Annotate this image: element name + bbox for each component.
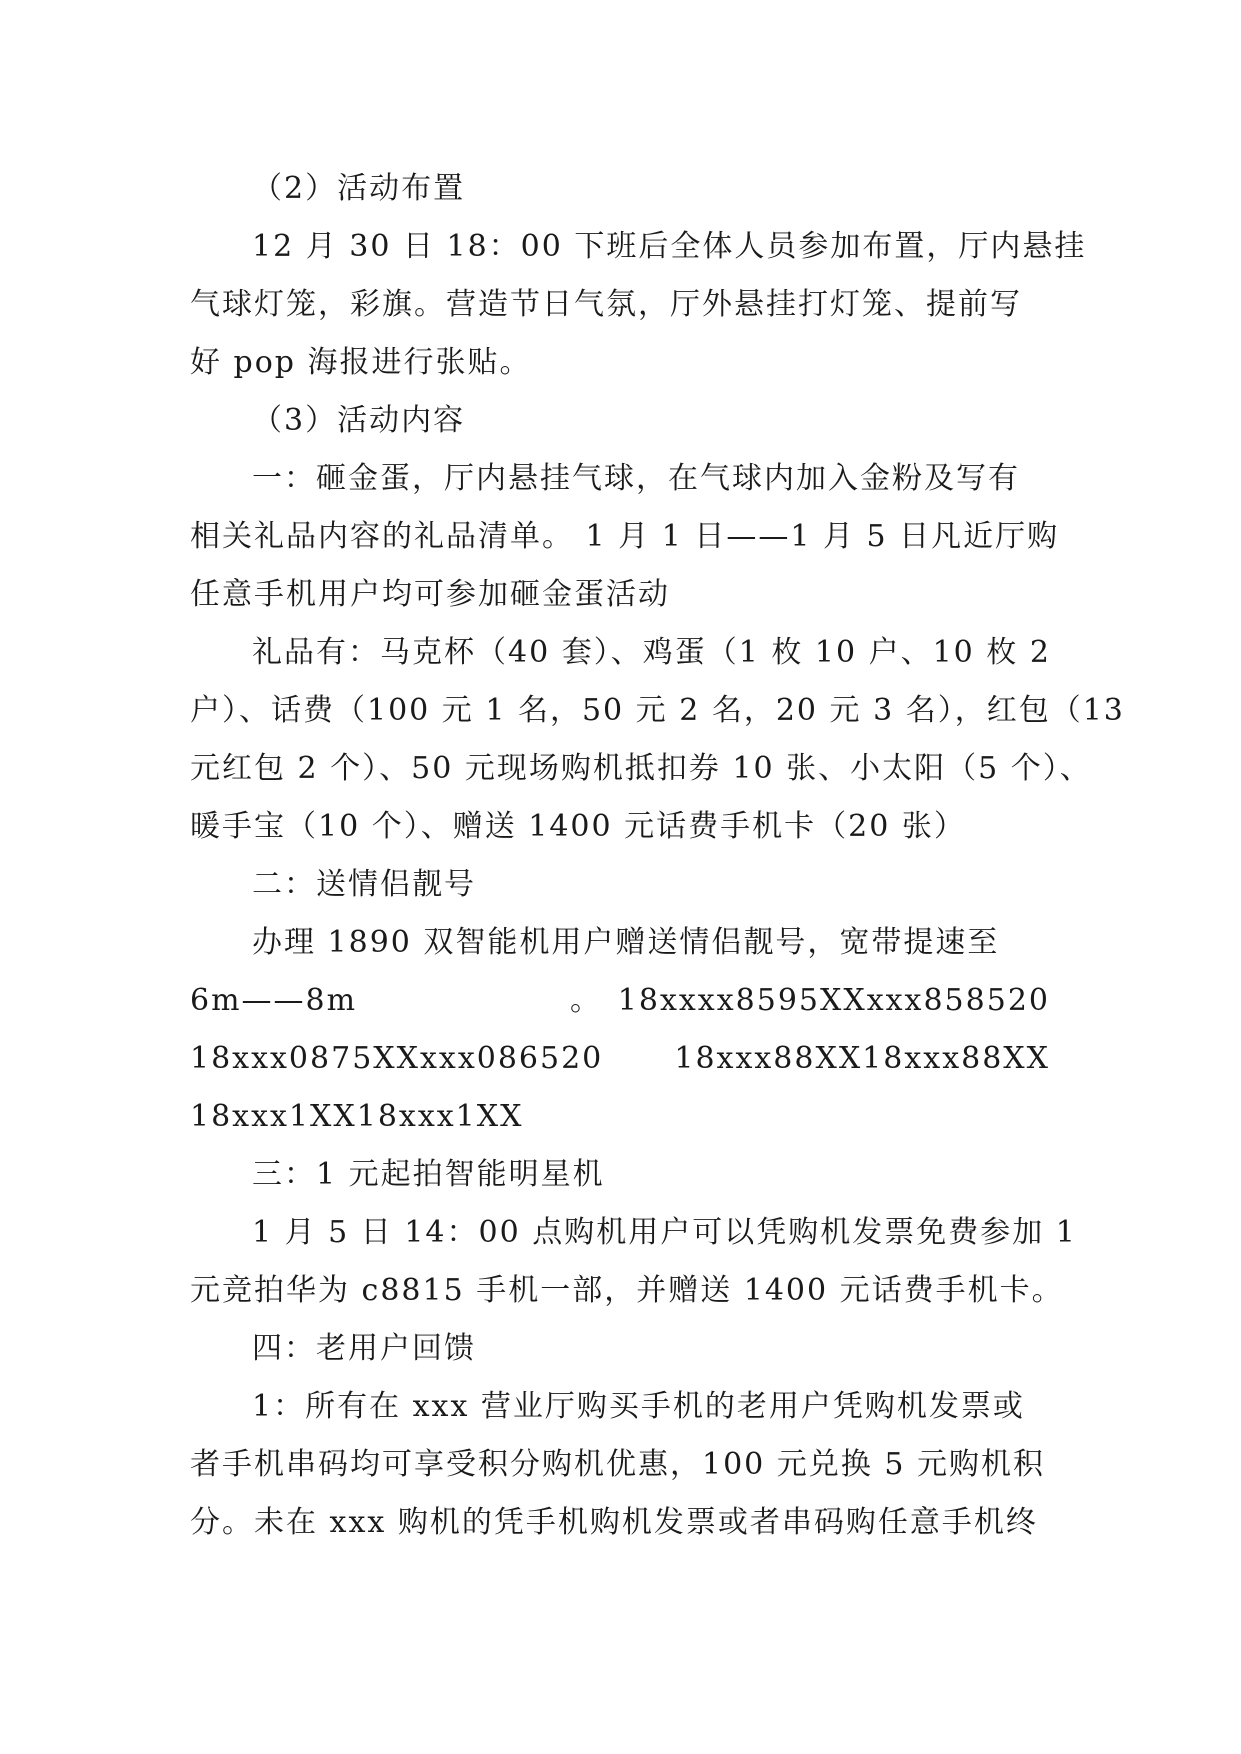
text-line: 二：送情侣靓号: [252, 867, 476, 902]
text-line: 四：老用户回馈: [252, 1331, 476, 1366]
text-line: 任意手机用户均可参加砸金蛋活动: [190, 577, 670, 612]
text-line: 户）、话费（100 元 1 名，50 元 2 名，20 元 3 名），红包（13: [190, 693, 1125, 728]
number-line-1-right: 18xxxx8595XXxxx858520: [617, 983, 1050, 1018]
text-line: （2）活动布置: [252, 171, 466, 206]
text-line: 相关礼品内容的礼品清单。 1 月 1 日——1 月 5 日凡近厅购: [190, 519, 1060, 554]
text-line: 暖手宝（10 个）、赠送 1400 元话费手机卡（20 张）: [190, 809, 966, 844]
text-line: 办理 1890 双智能机用户赠送情侣靓号，宽带提速至: [252, 925, 1000, 960]
document-body: [190, 160, 1125, 1552]
text-line: 元红包 2 个）、50 元现场购机抵扣券 10 张、小太阳（5 个）、: [190, 751, 1092, 786]
text-line: 1 月 5 日 14：00 点购机用户可以凭购机发票免费参加 1: [252, 1215, 1077, 1250]
number-line-2-left: 18xxx0875XXxxx086520: [190, 1041, 604, 1076]
text-line: 12 月 30 日 18：00 下班后全体人员参加布置，厅内悬挂: [252, 229, 1087, 264]
text-line: 元竞拍华为 c8815 手机一部，并赠送 1400 元话费手机卡。: [190, 1273, 1064, 1308]
paragraphs-after: [190, 1088, 1077, 1552]
number-line-2-right: 18xxx88XX18xxx88XX: [674, 1041, 1050, 1076]
text-line: 分。未在 xxx 购机的凭手机购机发票或者串码购任意手机终: [190, 1505, 1038, 1540]
text-line: 18xxx1XX18xxx1XX: [190, 1099, 524, 1134]
number-line-1: [190, 972, 1050, 1030]
paragraphs-before: [190, 160, 1125, 972]
number-line-1-left: [190, 972, 602, 1030]
text-line: 三：1 元起拍智能明星机: [252, 1157, 605, 1192]
speed-text: 6m——8m: [190, 983, 358, 1018]
text-line: （3）活动内容: [252, 403, 466, 438]
text-line: 气球灯笼，彩旗。营造节日气氛，厅外悬挂打灯笼、提前写: [190, 287, 1022, 322]
text-line: 好 pop 海报进行张贴。: [190, 345, 532, 380]
text-line: 礼品有：马克杯（40 套）、鸡蛋（1 枚 10 户、10 枚 2: [252, 635, 1051, 670]
text-line: 者手机串码均可享受积分购机优惠，100 元兑换 5 元购机积: [190, 1447, 1045, 1482]
number-line-2: [190, 1030, 1050, 1088]
period-mark: 。: [570, 983, 602, 1018]
text-line: 1：所有在 xxx 营业厅购买手机的老用户凭购机发票或: [252, 1389, 1025, 1424]
text-line: 一：砸金蛋，厅内悬挂气球，在气球内加入金粉及写有: [252, 461, 1020, 496]
